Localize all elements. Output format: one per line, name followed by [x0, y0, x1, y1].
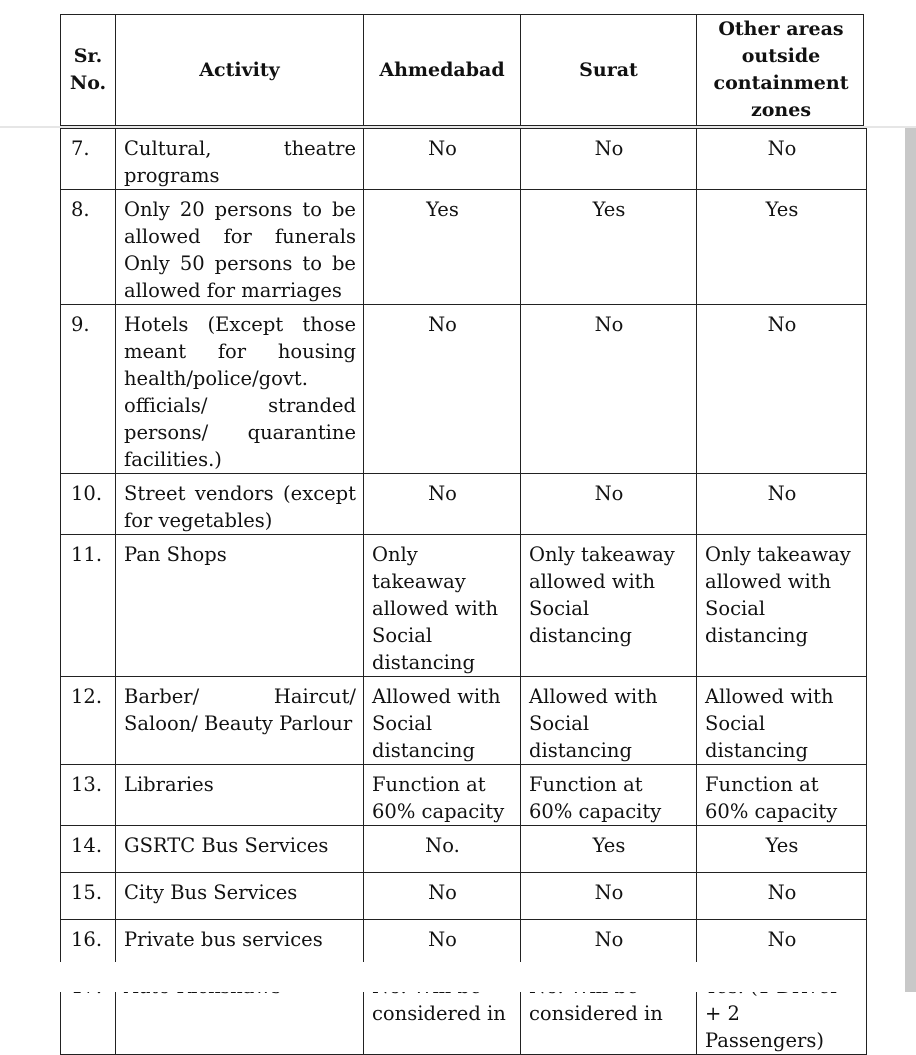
- activity-word: funerals: [274, 225, 356, 248]
- table-row: [61, 826, 867, 873]
- activity-line: Libraries: [124, 773, 214, 796]
- activity-line: [124, 338, 356, 365]
- row-surat: No: [521, 873, 697, 920]
- activity-word: those: [302, 313, 356, 336]
- row-surat: Yes: [521, 826, 697, 873]
- activity-line: [124, 419, 356, 446]
- row-ahmedabad: No: [364, 920, 521, 967]
- row-other: Function at 60% capacity: [697, 765, 867, 826]
- table-row: [61, 677, 867, 765]
- activity-line: facilities.): [124, 448, 222, 471]
- row-ahmedabad: No.: [364, 826, 521, 873]
- activity-word: persons: [214, 252, 293, 275]
- row-activity: [116, 826, 364, 873]
- activity-word: to: [302, 198, 322, 221]
- activity-word: stranded: [268, 394, 356, 417]
- activity-word: vendors: [194, 482, 274, 505]
- table-header: [60, 14, 864, 126]
- row-ahmedabad: No: [364, 873, 521, 920]
- row-ahmedabad: No: [364, 474, 521, 535]
- activity-word: (except: [283, 482, 356, 505]
- activity-line: [124, 223, 356, 250]
- row-sr-no: 16.: [61, 920, 116, 967]
- activity-word: Cultural,: [124, 137, 212, 160]
- row-ahmedabad: Function at 60% capacity: [364, 765, 521, 826]
- activity-word: Only: [124, 252, 170, 275]
- activity-word: meant: [124, 340, 187, 363]
- activity-word: Only: [124, 198, 170, 221]
- row-other: No: [697, 129, 867, 190]
- activity-word: Barber/: [124, 685, 200, 708]
- activity-word: for: [223, 225, 252, 248]
- row-sr-no: 10.: [61, 474, 116, 535]
- row-other: Yes: [697, 826, 867, 873]
- row-activity: [116, 190, 364, 305]
- activity-line: [124, 683, 356, 710]
- table-row: [61, 129, 867, 190]
- activity-word: be: [331, 198, 356, 221]
- activity-line: allowed for marriages: [124, 279, 342, 302]
- row-other: No: [697, 474, 867, 535]
- row-activity: [116, 677, 364, 765]
- table-body: [61, 129, 867, 1055]
- row-activity: [116, 535, 364, 677]
- table-row: [61, 190, 867, 305]
- activity-word: Hotels: [124, 313, 189, 336]
- activity-line: GSRTC Bus Services: [124, 834, 329, 857]
- activity-line: [124, 480, 356, 507]
- row-sr-no: 13.: [61, 765, 116, 826]
- activity-line: health/police/govt.: [124, 367, 308, 390]
- row-other: + 2 Passengers): [697, 967, 867, 1055]
- activity-word: (Except: [207, 313, 284, 336]
- activity-table: [60, 128, 867, 1055]
- page-cutoff: [60, 962, 866, 992]
- row-ahmedabad: Yes: [364, 190, 521, 305]
- activity-line: [124, 392, 356, 419]
- row-activity: [116, 305, 364, 474]
- header-sr-no: [61, 15, 116, 125]
- row-surat: Function at 60% capacity: [521, 765, 697, 826]
- activity-line: Pan Shops: [124, 543, 227, 566]
- table-row: [61, 305, 867, 474]
- header-ahmedabad: Ahmedabad: [364, 15, 521, 125]
- activity-line: [124, 135, 356, 162]
- row-ahmedabad: No: [364, 129, 521, 190]
- row-sr-no: 11.: [61, 535, 116, 677]
- row-surat: considered in: [521, 967, 697, 1055]
- activity-line: [124, 196, 356, 223]
- row-other: Allowed with Social distancing: [697, 677, 867, 765]
- activity-word: allowed: [124, 225, 201, 248]
- row-activity: [116, 920, 364, 967]
- row-ahmedabad: Allowed with Social distancing: [364, 677, 521, 765]
- row-sr-no: 7.: [61, 129, 116, 190]
- table-row: [61, 535, 867, 677]
- header-sr-no-text: Sr. No.: [69, 45, 107, 94]
- header-other-areas: Other areas outside containment zones: [713, 18, 849, 121]
- activity-word: persons/: [124, 421, 209, 444]
- scan-edge: [905, 128, 916, 992]
- activity-line: [124, 250, 356, 277]
- row-other: Yes: [697, 190, 867, 305]
- activity-word: persons: [214, 198, 293, 221]
- row-surat: No: [521, 129, 697, 190]
- row-activity: [116, 474, 364, 535]
- row-surat: Yes: [521, 190, 697, 305]
- table-row: [61, 474, 867, 535]
- activity-word: 20: [179, 198, 205, 221]
- row-sr-no: 15.: [61, 873, 116, 920]
- row-sr-no: 9.: [61, 305, 116, 474]
- activity-word: be: [331, 252, 356, 275]
- row-surat: Allowed with Social distancing: [521, 677, 697, 765]
- activity-line: programs: [124, 164, 220, 187]
- row-surat: No: [521, 920, 697, 967]
- activity-word: Street: [124, 482, 186, 505]
- row-activity: [116, 873, 364, 920]
- activity-line: [124, 311, 356, 338]
- row-activity: [116, 129, 364, 190]
- row-surat: No: [521, 474, 697, 535]
- row-sr-no: 14.: [61, 826, 116, 873]
- activity-word: Haircut/: [273, 685, 356, 708]
- row-surat: Only takeaway allowed with Social distancing: [521, 535, 697, 677]
- activity-word: 50: [179, 252, 205, 275]
- row-other: No: [697, 873, 867, 920]
- row-ahmedabad: No: [364, 305, 521, 474]
- row-sr-no: 12.: [61, 677, 116, 765]
- row-other: Only takeaway allowed with Social distancing: [697, 535, 867, 677]
- row-other: No: [697, 920, 867, 967]
- row-surat: No: [521, 305, 697, 474]
- activity-word: officials/: [124, 394, 208, 417]
- activity-word: theatre: [283, 137, 356, 160]
- table-row: [61, 920, 867, 967]
- activity-line: Private bus services: [124, 928, 323, 951]
- table-row: [61, 873, 867, 920]
- activity-word: quarantine: [247, 421, 356, 444]
- row-other: No: [697, 305, 867, 474]
- activity-word: housing: [277, 340, 356, 363]
- activity-word: to: [302, 252, 322, 275]
- activity-line: Saloon/ Beauty Parlour: [124, 712, 353, 735]
- activity-line: City Bus Services: [124, 881, 298, 904]
- table-row: [61, 765, 867, 826]
- activity-word: for: [217, 340, 247, 363]
- row-ahmedabad: Only takeaway allowed with Social distancing: [364, 535, 521, 677]
- activity-line: for vegetables): [124, 509, 273, 532]
- row-activity: [116, 765, 364, 826]
- row-sr-no: 8.: [61, 190, 116, 305]
- header-surat: Surat: [521, 15, 697, 125]
- row-ahmedabad: considered in: [364, 967, 521, 1055]
- header-activity: Activity: [116, 15, 364, 125]
